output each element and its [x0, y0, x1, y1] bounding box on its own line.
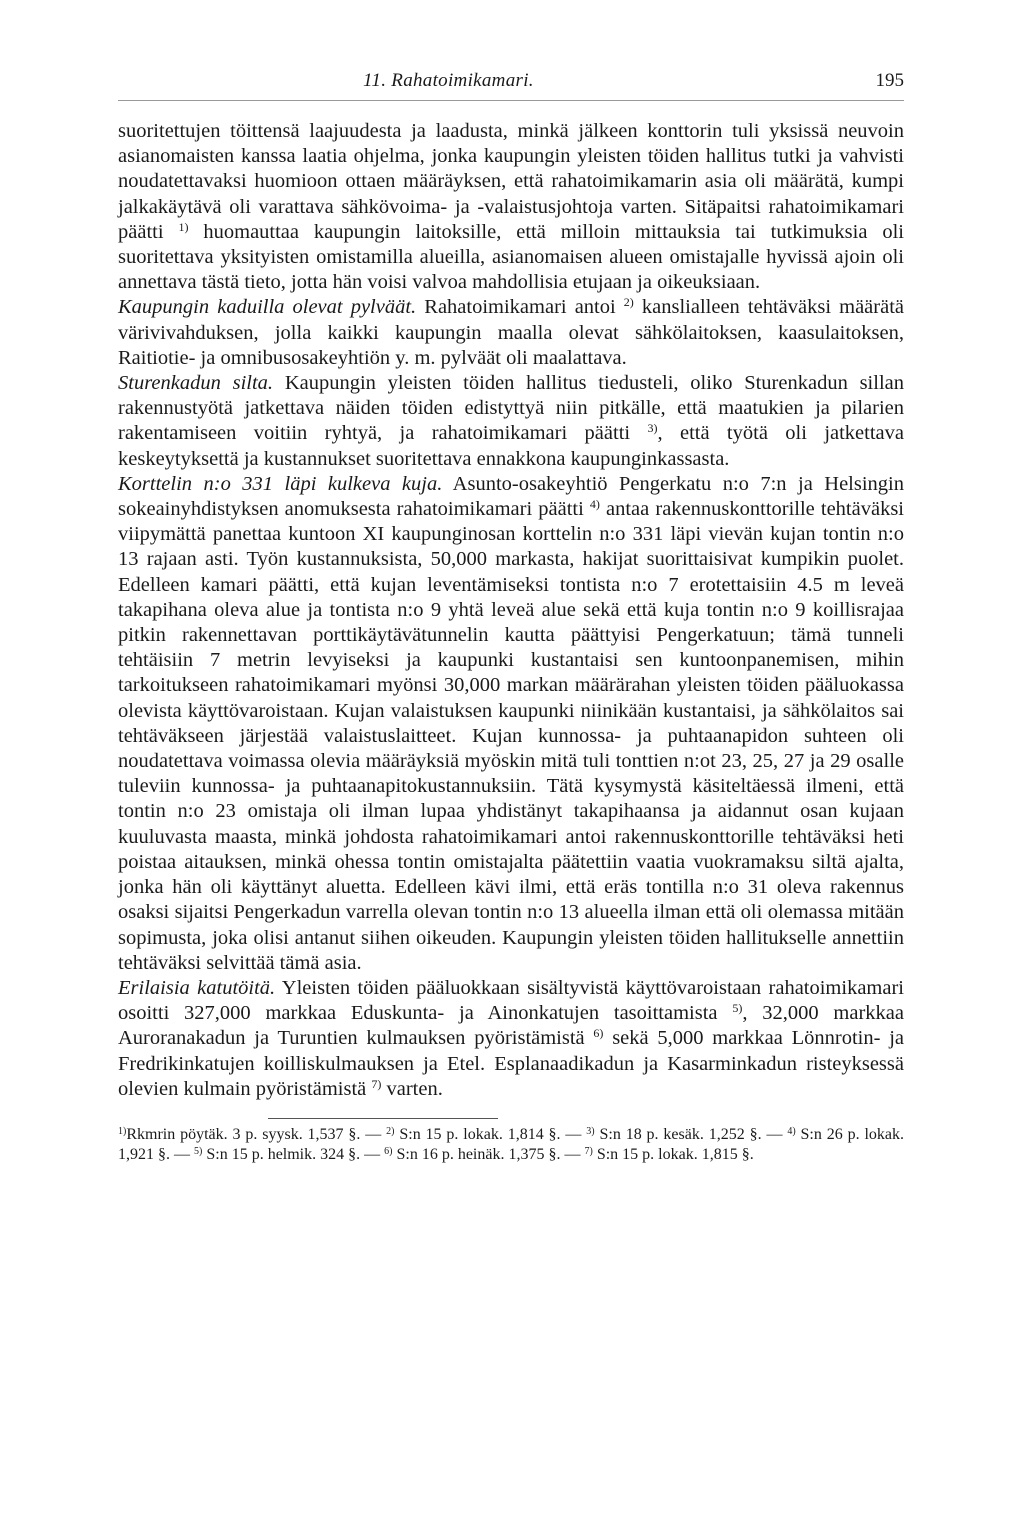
- paragraph-text: Yleisten töiden pääluokkaan sisältyvistä käyttövaroistaan rahatoimikamari osoitti 327,000 markkaa Eduskunta- ja Ainonkatujen tasoittamista: [118, 976, 904, 1025]
- footnote-marker: 4): [787, 1125, 796, 1137]
- section-heading: Erilaisia katutöitä.: [118, 976, 276, 999]
- footnote-text: S:n 18 p. kesäk. 1,252 §. —: [594, 1125, 788, 1143]
- footnote-ref: 7): [371, 1076, 382, 1091]
- paragraph: [118, 472, 904, 976]
- book-page: [118, 70, 904, 1480]
- section-heading: Korttelin n:o 331 läpi kulkeva kuja.: [118, 472, 443, 495]
- paragraph: [118, 295, 904, 371]
- paragraph-text: varten.: [381, 1077, 443, 1100]
- paragraph-text: huomauttaa kaupungin laitoksille, että milloin mittauksia tai tutkimuksia oli suoritettava yksityisten omistamilla alueilla, asianomaisen alueen omistajalle hyvissä ajoin oli annettava tästä tieto, jotta hän voisi valvoa mahdollisia etujaan ja oikeuksiaan.: [118, 220, 904, 294]
- paragraph: [118, 371, 904, 472]
- paragraph-text: Rahatoimikamari antoi: [416, 296, 624, 319]
- section-heading: Sturenkadun silta.: [118, 372, 274, 395]
- paragraph-text: , että työtä oli jatkettava keskeytyksettä ja kustannukset suoritettava ennakkona kaupunginkassasta.: [118, 422, 904, 470]
- chapter-title: 11. Rahatoimikamari.: [363, 70, 534, 91]
- paragraph-text: Asunto-osakeyhtiö Pengerkatu n:o 7:n ja Helsingin sokeainyhdistyksen anomuksesta rahatoimikamari päätti: [118, 472, 904, 521]
- footnote-marker: 7): [584, 1145, 593, 1157]
- footnote-marker: 3): [586, 1125, 595, 1137]
- paragraph-text: antaa rakennuskonttorille tehtäväksi viipymättä panettaa kuntoon XI kaupunginosan korttelin n:o 331 läpi vievän kujan tontin n:o 13 rajaan asti. Työn kustannuksista, 50,000 markasta, hakijat suorittaisivat kumpikin puolet. Edelleen kamari päätti, että kujan leventämiseksi tontista n:o 7 erotettaisiin 4.5 m leveä takapihana oleva alue ja tontista n:o 9 yhtä leveä alue sekä että kuja tontin n:o 9 koillisrajaa pitkin rakennettavan porttikäytävätunnelin kautta päättyisi Pengerkatuun; tämä tunneli tehtäisiin 7 metrin levyiseksi ja kaupunki kustantaisi sen kuntoonpanemisen, mihin tarkoitukseen rahatoimikamari myönsi 30,000 markan määrärahan yleisten töiden pääluokassa olevista käyttövaroistaan. Kujan valaistuksen kaupunki niinikään kustantaisi, ja sähkölaitos sai tehtäväkseen järjestää valaistuslaitteet. Kujan kunnossa- ja puhtaanapidon suhteen oli noudatettava voimassa olevia määräyksiä myöskin mitä tuli tonttien n:ot 23, 25, 27 ja 29 osalle tuleviin kunnossa- ja puhtaanapitokustannuksiin. Tätä kysymystä käsiteltäessä ilmeni, että tontin n:o 23 omistaja oli ilman lupaa yhdistänyt takapihaansa ja aidannut osan kujaan kuuluvasta maasta, minkä johdosta rahatoimikamari antoi rakennuskonttorille tehtäväksi heti poistaa aitauksen, minkä ohessa tontin omistajalta päätettiin vaatia vuokramaksu siltä ajalta, jonka hän oli käyttänyt aluetta. Edelleen kävi ilmi, että eräs tontilla n:o 31 oleva rakennus osaksi sijaitsi Pengerkadun varrella olevan tontin n:o 13 alueella ilman että oli olemassa mitään sopimusta, joka olisi antanut siihen oikeuden. Kaupungin yleisten töiden hallitukselle annettiin tehtäväksi selvittää tämä asia.: [118, 498, 904, 974]
- footnote-ref: 2): [623, 295, 634, 310]
- footnote-marker: 2): [386, 1125, 395, 1137]
- paragraph-text: sekä 5,000 markkaa Lönnrotin- ja Fredrikinkatujen koilliskulmauksen ja Etel. Esplanaadikadun ja Kasarminkadun risteyksessä olevien kulmain pyöristämistä: [118, 1027, 904, 1100]
- paragraph-text: Kaupungin yleisten töiden hallitus tiedusteli, oliko Sturenkadun sillan rakennustyötä jatkettava näiden töiden edistyttyä niin pitkälle, että maatukien ja pilarien rakentamiseen voitiin ryhtyä, ja rahatoimikamari päätti: [118, 372, 904, 445]
- section-heading: Kaupungin kaduilla olevat pylväät.: [118, 296, 417, 319]
- footnote-ref: 3): [647, 421, 658, 436]
- footnote-marker: 6): [384, 1145, 393, 1157]
- footnote-marker: 1): [118, 1125, 127, 1137]
- footnote-ref: 4): [589, 497, 600, 512]
- footnote-ref: 6): [593, 1026, 604, 1041]
- footnote-ref: 1): [178, 219, 189, 234]
- paragraph-text: kanslialleen tehtäväksi määrätä värivivahduksen, jolla kaikki kaupungin maalla olevat sähkölaitoksen, kaasulaitoksen, Raitiotie- ja omnibusosakeyhtiön y. m. pylväät oli maalattava.: [118, 296, 904, 369]
- footnotes: [118, 1125, 904, 1165]
- paragraph: [118, 976, 904, 1102]
- paragraph: [118, 119, 904, 295]
- paragraph-text: , 32,000 markkaa Auroranakadun ja Turuntien kulmauksen pyöristämistä: [118, 1002, 905, 1050]
- footnote-text: S:n 15 p. lokak. 1,815 §.: [592, 1145, 754, 1163]
- footnote-text: S:n 16 p. heinäk. 1,375 §. —: [392, 1145, 585, 1163]
- footnote-ref: 5): [732, 1001, 743, 1016]
- running-head: [118, 70, 904, 101]
- body-text: [118, 119, 904, 1102]
- footnote-text: S:n 15 p. lokak. 1,814 §. —: [394, 1125, 587, 1143]
- footnote-rule: [268, 1118, 498, 1119]
- footnote-marker: 5): [194, 1145, 203, 1157]
- page-number: 195: [875, 70, 904, 91]
- footnote-text: S:n 26 p. lokak. 1,921 §. —: [118, 1125, 904, 1163]
- footnote-text: S:n 15 p. helmik. 324 §. —: [202, 1145, 385, 1163]
- paragraph-text: suoritettujen töittensä laajuudesta ja laadusta, minkä jälkeen konttorin tuli yksissä neuvoin asianomaisten kanssa laatia ohjelma, jonka kaupungin yleisten töiden hallitus tutki ja vahvisti noudatettavaksi huomioon ottaen määräyksen, että rahatoimikamarin asia oli määrätä, kumpi jalkakäytävä oli varattava sähkövoima- ja -valaistusjohtoja varten. Sitäpaitsi rahatoimikamari päätti: [118, 120, 904, 243]
- footnote-text: Rkmrin pöytäk. 3 p. syysk. 1,537 §. —: [126, 1125, 387, 1143]
